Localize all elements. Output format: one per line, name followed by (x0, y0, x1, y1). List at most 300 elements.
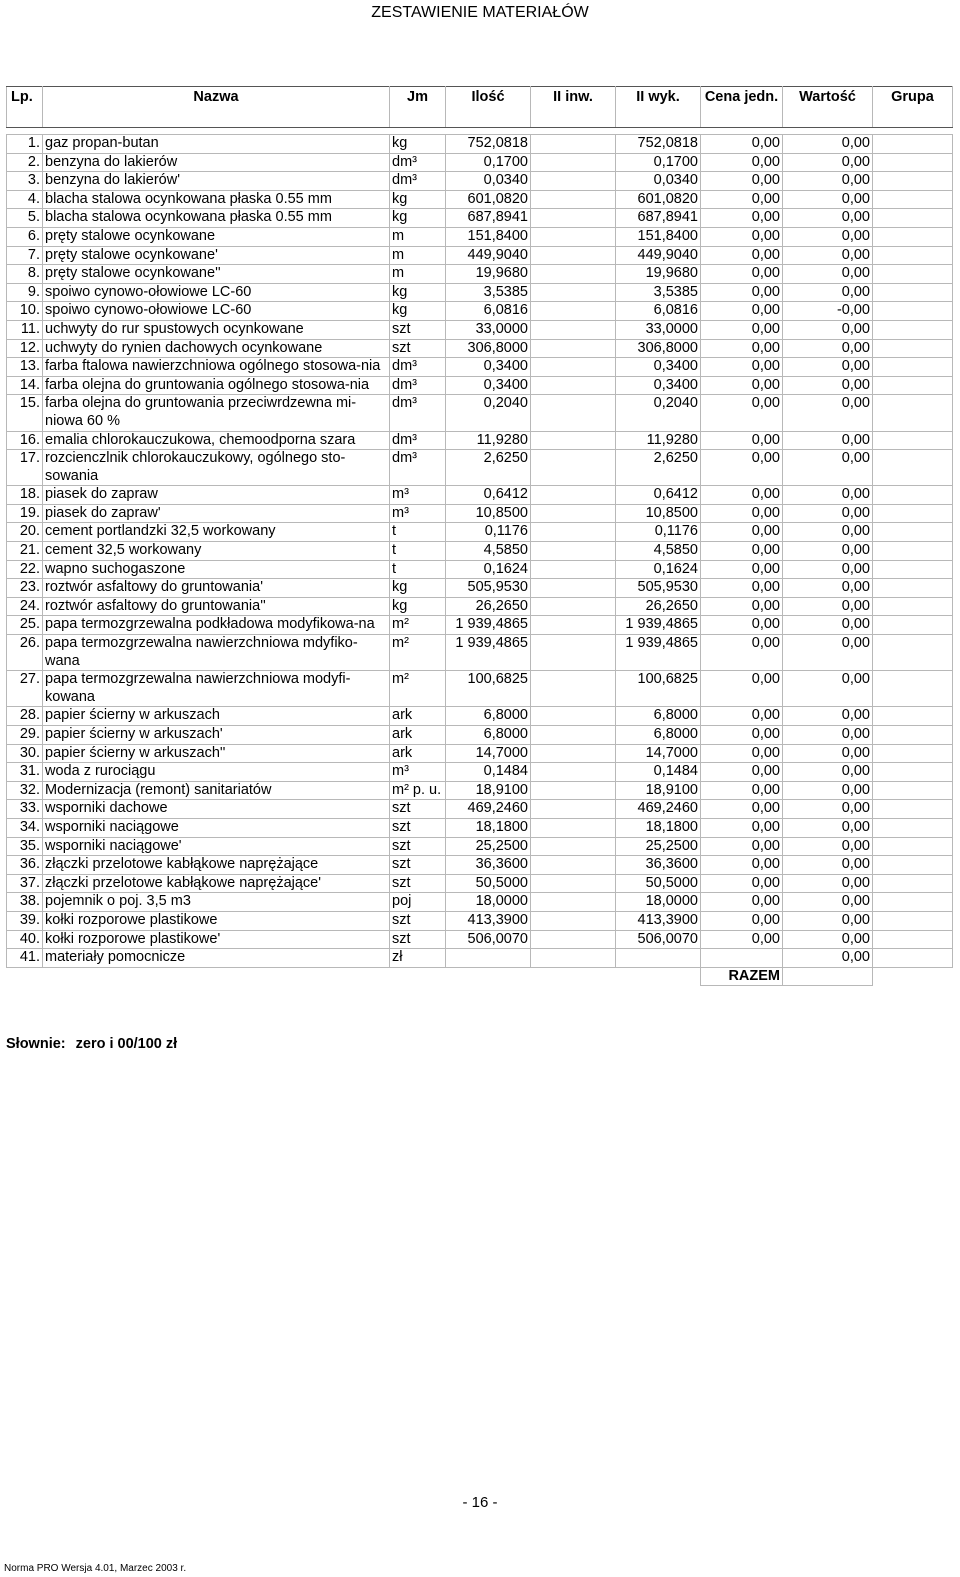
row-jm: m³ (390, 763, 446, 782)
row-lp: 11. (7, 320, 43, 339)
row-nazwa: złączki przelotowe kabłąkowe naprężające' (43, 874, 390, 893)
header-wartosc: Wartość (783, 87, 873, 128)
row-grupa (873, 635, 953, 671)
row-ilosc: 6,8000 (446, 707, 531, 726)
row-nazwa: farba olejna do gruntowania przeciwrdzewna mi-niowa 60 % (43, 395, 390, 431)
row-ii-inw (531, 246, 616, 265)
row-grupa (873, 227, 953, 246)
row-lp: 39. (7, 911, 43, 930)
row-lp: 19. (7, 504, 43, 523)
row-ii-wyk: 306,8000 (616, 339, 701, 358)
row-ii-inw (531, 302, 616, 321)
row-lp: 32. (7, 781, 43, 800)
row-cena: 0,00 (701, 616, 783, 635)
row-grupa (873, 781, 953, 800)
row-nazwa: wapno suchogaszone (43, 560, 390, 579)
row-wartosc: 0,00 (783, 781, 873, 800)
row-cena: 0,00 (701, 302, 783, 321)
row-ilosc: 18,9100 (446, 781, 531, 800)
row-ii-wyk: 18,0000 (616, 893, 701, 912)
row-nazwa: benzyna do lakierów' (43, 172, 390, 191)
row-jm: m (390, 265, 446, 284)
table-row (7, 856, 953, 875)
row-lp: 34. (7, 818, 43, 837)
row-lp: 14. (7, 376, 43, 395)
table-row (7, 893, 953, 912)
row-grupa (873, 579, 953, 598)
row-jm: kg (390, 209, 446, 228)
row-ilosc: 0,1624 (446, 560, 531, 579)
row-ii-wyk: 506,0070 (616, 930, 701, 949)
total-row (7, 967, 953, 986)
row-nazwa: papa termozgrzewalna nawierzchniowa modyfi-kowana (43, 671, 390, 707)
row-lp: 21. (7, 542, 43, 561)
row-grupa (873, 450, 953, 486)
row-nazwa: wsporniki naciągowe' (43, 837, 390, 856)
row-ii-wyk: 2,6250 (616, 450, 701, 486)
row-cena: 0,00 (701, 856, 783, 875)
row-ii-wyk: 505,9530 (616, 579, 701, 598)
row-wartosc: 0,00 (783, 283, 873, 302)
row-wartosc: 0,00 (783, 874, 873, 893)
row-lp: 25. (7, 616, 43, 635)
table-row (7, 358, 953, 377)
row-ii-wyk: 26,2650 (616, 597, 701, 616)
row-wartosc: 0,00 (783, 339, 873, 358)
row-cena: 0,00 (701, 930, 783, 949)
row-cena: 0,00 (701, 579, 783, 598)
row-nazwa: papier ścierny w arkuszach' (43, 726, 390, 745)
document-title: ZESTAWIENIE MATERIAŁÓW (371, 4, 589, 21)
row-grupa (873, 135, 953, 154)
row-ii-wyk: 10,8500 (616, 504, 701, 523)
table-row (7, 616, 953, 635)
row-nazwa: Modernizacja (remont) sanitariatów (43, 781, 390, 800)
table-row (7, 874, 953, 893)
row-wartosc: 0,00 (783, 597, 873, 616)
row-ilosc: 0,1176 (446, 523, 531, 542)
table-row (7, 763, 953, 782)
row-ilosc: 100,6825 (446, 671, 531, 707)
row-ilosc: 1 939,4865 (446, 616, 531, 635)
row-wartosc: 0,00 (783, 542, 873, 561)
row-jm: ark (390, 744, 446, 763)
row-jm: kg (390, 597, 446, 616)
row-jm: szt (390, 818, 446, 837)
row-grupa (873, 209, 953, 228)
row-ii-inw (531, 523, 616, 542)
row-ilosc: 151,8400 (446, 227, 531, 246)
row-grupa (873, 763, 953, 782)
row-ii-wyk: 6,8000 (616, 707, 701, 726)
amount-in-words-value: zero i 00/100 zł (75, 1036, 178, 1052)
row-grupa (873, 246, 953, 265)
row-grupa (873, 560, 953, 579)
row-cena: 0,00 (701, 504, 783, 523)
row-wartosc: 0,00 (783, 172, 873, 191)
row-ilosc: 0,3400 (446, 358, 531, 377)
row-wartosc: 0,00 (783, 376, 873, 395)
table-row (7, 320, 953, 339)
row-jm: szt (390, 339, 446, 358)
header-ii-wyk: II wyk. (616, 87, 701, 128)
row-cena: 0,00 (701, 153, 783, 172)
header-ilosc: Ilość (446, 87, 531, 128)
row-wartosc: 0,00 (783, 395, 873, 431)
table-row (7, 781, 953, 800)
row-ii-inw (531, 671, 616, 707)
row-ii-inw (531, 209, 616, 228)
row-wartosc: 0,00 (783, 486, 873, 505)
row-ilosc: 0,1700 (446, 153, 531, 172)
row-lp: 28. (7, 707, 43, 726)
header-lp: Lp. (7, 87, 43, 128)
row-ii-wyk: 413,3900 (616, 911, 701, 930)
row-ii-wyk: 1 939,4865 (616, 635, 701, 671)
row-ii-wyk: 11,9280 (616, 431, 701, 450)
row-lp: 41. (7, 949, 43, 968)
row-ilosc: 10,8500 (446, 504, 531, 523)
table-row (7, 523, 953, 542)
row-lp: 36. (7, 856, 43, 875)
row-nazwa: pręty stalowe ocynkowane (43, 227, 390, 246)
row-wartosc: 0,00 (783, 818, 873, 837)
row-grupa (873, 283, 953, 302)
row-grupa (873, 339, 953, 358)
table-row (7, 818, 953, 837)
row-cena: 0,00 (701, 874, 783, 893)
row-cena: 0,00 (701, 358, 783, 377)
row-grupa (873, 930, 953, 949)
row-wartosc: 0,00 (783, 320, 873, 339)
row-nazwa: spoiwo cynowo-ołowiowe LC-60 (43, 302, 390, 321)
row-lp: 35. (7, 837, 43, 856)
row-ii-inw (531, 930, 616, 949)
row-ilosc: 36,3600 (446, 856, 531, 875)
row-cena: 0,00 (701, 265, 783, 284)
row-jm: szt (390, 856, 446, 875)
row-lp: 2. (7, 153, 43, 172)
row-nazwa: wsporniki dachowe (43, 800, 390, 819)
row-ii-inw (531, 135, 616, 154)
row-lp: 20. (7, 523, 43, 542)
row-lp: 3. (7, 172, 43, 191)
row-ii-inw (531, 616, 616, 635)
row-cena: 0,00 (701, 190, 783, 209)
row-ii-inw (531, 579, 616, 598)
row-nazwa: emalia chlorokauczukowa, chemoodporna szara (43, 431, 390, 450)
row-jm: t (390, 523, 446, 542)
row-ilosc: 6,0816 (446, 302, 531, 321)
row-cena: 0,00 (701, 376, 783, 395)
row-ii-wyk: 25,2500 (616, 837, 701, 856)
row-grupa (873, 358, 953, 377)
row-nazwa: gaz propan-butan (43, 135, 390, 154)
table-row (7, 560, 953, 579)
row-wartosc: 0,00 (783, 726, 873, 745)
row-jm: szt (390, 320, 446, 339)
row-ilosc: 25,2500 (446, 837, 531, 856)
table-row (7, 339, 953, 358)
row-nazwa: roztwór asfaltowy do gruntowania' (43, 579, 390, 598)
row-lp: 23. (7, 579, 43, 598)
row-ilosc: 0,0340 (446, 172, 531, 191)
header-ii-inw: II inw. (531, 87, 616, 128)
row-jm: m³ (390, 486, 446, 505)
row-ii-wyk: 0,3400 (616, 358, 701, 377)
row-ilosc: 413,3900 (446, 911, 531, 930)
row-ii-inw (531, 358, 616, 377)
row-nazwa: rozcienczlnik chlorokauczukowy, ogólnego sto-sowania (43, 450, 390, 486)
row-cena: 0,00 (701, 283, 783, 302)
header-jm: Jm (390, 87, 446, 128)
row-nazwa: cement portlandzki 32,5 workowany (43, 523, 390, 542)
row-ilosc: 505,9530 (446, 579, 531, 598)
row-lp: 16. (7, 431, 43, 450)
table-row (7, 153, 953, 172)
row-ii-wyk: 4,5850 (616, 542, 701, 561)
row-ilosc: 18,1800 (446, 818, 531, 837)
row-wartosc: 0,00 (783, 616, 873, 635)
row-jm: dm³ (390, 431, 446, 450)
row-jm: poj (390, 893, 446, 912)
row-grupa (873, 616, 953, 635)
table-row (7, 597, 953, 616)
row-ii-inw (531, 837, 616, 856)
row-ii-wyk: 6,0816 (616, 302, 701, 321)
row-cena: 0,00 (701, 172, 783, 191)
row-nazwa: papier ścierny w arkuszach (43, 707, 390, 726)
table-row (7, 283, 953, 302)
row-ii-wyk: 687,8941 (616, 209, 701, 228)
row-ii-wyk: 151,8400 (616, 227, 701, 246)
row-cena: 0,00 (701, 671, 783, 707)
table-row (7, 486, 953, 505)
row-jm: dm³ (390, 376, 446, 395)
row-nazwa: papa termozgrzewalna podkładowa modyfikowa-na (43, 616, 390, 635)
row-grupa (873, 376, 953, 395)
row-grupa (873, 486, 953, 505)
row-wartosc: 0,00 (783, 837, 873, 856)
row-ii-wyk: 3,5385 (616, 283, 701, 302)
row-ii-inw (531, 726, 616, 745)
row-grupa (873, 726, 953, 745)
row-nazwa: farba ftalowa nawierzchniowa ogólnego stosowa-nia (43, 358, 390, 377)
row-ilosc: 0,3400 (446, 376, 531, 395)
table-row (7, 450, 953, 486)
table-row (7, 227, 953, 246)
row-ilosc: 687,8941 (446, 209, 531, 228)
row-ii-inw (531, 635, 616, 671)
row-ilosc: 0,2040 (446, 395, 531, 431)
table-row (7, 190, 953, 209)
row-ii-inw (531, 911, 616, 930)
row-grupa (873, 949, 953, 968)
row-jm: m³ (390, 504, 446, 523)
row-wartosc: 0,00 (783, 671, 873, 707)
row-lp: 37. (7, 874, 43, 893)
row-ilosc: 449,9040 (446, 246, 531, 265)
row-nazwa: roztwór asfaltowy do gruntowania'' (43, 597, 390, 616)
row-ii-wyk: 0,1624 (616, 560, 701, 579)
row-jm: kg (390, 579, 446, 598)
row-cena: 0,00 (701, 635, 783, 671)
row-ii-wyk: 0,6412 (616, 486, 701, 505)
row-ilosc: 752,0818 (446, 135, 531, 154)
row-ii-inw (531, 560, 616, 579)
row-grupa (873, 523, 953, 542)
row-wartosc: 0,00 (783, 763, 873, 782)
row-jm: kg (390, 135, 446, 154)
row-ii-inw (531, 172, 616, 191)
row-jm: kg (390, 283, 446, 302)
row-jm: kg (390, 302, 446, 321)
row-nazwa: piasek do zapraw (43, 486, 390, 505)
table-row (7, 726, 953, 745)
row-jm: szt (390, 800, 446, 819)
row-ilosc: 1 939,4865 (446, 635, 531, 671)
row-wartosc: 0,00 (783, 911, 873, 930)
row-lp: 6. (7, 227, 43, 246)
row-cena: 0,00 (701, 597, 783, 616)
row-ii-wyk: 0,1176 (616, 523, 701, 542)
row-ii-wyk: 469,2460 (616, 800, 701, 819)
row-ii-wyk: 0,1700 (616, 153, 701, 172)
row-ilosc: 26,2650 (446, 597, 531, 616)
row-ii-inw (531, 265, 616, 284)
table-row (7, 911, 953, 930)
row-ii-inw (531, 949, 616, 968)
row-ii-wyk: 14,7000 (616, 744, 701, 763)
row-grupa (873, 671, 953, 707)
row-cena: 0,00 (701, 744, 783, 763)
row-cena: 0,00 (701, 911, 783, 930)
table-row (7, 744, 953, 763)
table-row (7, 172, 953, 191)
row-lp: 10. (7, 302, 43, 321)
row-ii-wyk: 1 939,4865 (616, 616, 701, 635)
header-grupa: Grupa (873, 87, 953, 128)
row-wartosc: 0,00 (783, 358, 873, 377)
row-ii-wyk: 449,9040 (616, 246, 701, 265)
table-row (7, 542, 953, 561)
row-ilosc: 18,0000 (446, 893, 531, 912)
table-header-row (7, 87, 953, 128)
row-cena: 0,00 (701, 135, 783, 154)
row-lp: 1. (7, 135, 43, 154)
row-grupa (873, 800, 953, 819)
row-ilosc: 33,0000 (446, 320, 531, 339)
row-jm: ark (390, 707, 446, 726)
row-ii-wyk: 36,3600 (616, 856, 701, 875)
row-cena: 0,00 (701, 320, 783, 339)
row-jm: kg (390, 190, 446, 209)
row-ii-inw (531, 395, 616, 431)
row-cena (701, 949, 783, 968)
table-row (7, 376, 953, 395)
row-wartosc: 0,00 (783, 579, 873, 598)
row-lp: 17. (7, 450, 43, 486)
row-wartosc: 0,00 (783, 190, 873, 209)
row-lp: 31. (7, 763, 43, 782)
row-jm: szt (390, 930, 446, 949)
row-ii-wyk: 0,1484 (616, 763, 701, 782)
row-grupa (873, 504, 953, 523)
table-row (7, 246, 953, 265)
row-ii-wyk: 601,0820 (616, 190, 701, 209)
row-wartosc: 0,00 (783, 856, 873, 875)
header-nazwa: Nazwa (43, 87, 390, 128)
row-wartosc: 0,00 (783, 153, 873, 172)
row-ilosc: 0,1484 (446, 763, 531, 782)
table-row (7, 504, 953, 523)
row-ii-inw (531, 339, 616, 358)
row-ii-wyk: 18,9100 (616, 781, 701, 800)
row-cena: 0,00 (701, 227, 783, 246)
table-row (7, 949, 953, 968)
total-label: RAZEM (701, 967, 783, 986)
table-row (7, 707, 953, 726)
table-row (7, 135, 953, 154)
row-ii-wyk: 33,0000 (616, 320, 701, 339)
row-nazwa: wsporniki naciągowe (43, 818, 390, 837)
row-cena: 0,00 (701, 339, 783, 358)
row-lp: 4. (7, 190, 43, 209)
row-nazwa: kołki rozporowe plastikowe (43, 911, 390, 930)
page-number: - 16 - (462, 1494, 498, 1511)
row-grupa (873, 597, 953, 616)
row-wartosc: 0,00 (783, 949, 873, 968)
row-ii-wyk: 6,8000 (616, 726, 701, 745)
table-row (7, 395, 953, 431)
row-cena: 0,00 (701, 893, 783, 912)
row-cena: 0,00 (701, 707, 783, 726)
row-ii-inw (531, 763, 616, 782)
row-ilosc: 2,6250 (446, 450, 531, 486)
amount-in-words-label: Słownie: (6, 1036, 66, 1052)
row-lp: 33. (7, 800, 43, 819)
row-ii-wyk: 0,2040 (616, 395, 701, 431)
row-cena: 0,00 (701, 450, 783, 486)
row-cena: 0,00 (701, 486, 783, 505)
row-jm: m² (390, 616, 446, 635)
row-nazwa: cement 32,5 workowany (43, 542, 390, 561)
row-grupa (873, 911, 953, 930)
row-lp: 30. (7, 744, 43, 763)
row-grupa (873, 707, 953, 726)
row-grupa (873, 431, 953, 450)
row-ii-inw (531, 376, 616, 395)
row-nazwa: spoiwo cynowo-ołowiowe LC-60 (43, 283, 390, 302)
row-ilosc (446, 949, 531, 968)
row-nazwa: uchwyty do rynien dachowych ocynkowane (43, 339, 390, 358)
row-wartosc: 0,00 (783, 523, 873, 542)
row-nazwa: uchwyty do rur spustowych ocynkowane (43, 320, 390, 339)
header-cena: Cena jedn. (701, 87, 783, 128)
row-cena: 0,00 (701, 818, 783, 837)
row-lp: 5. (7, 209, 43, 228)
row-lp: 40. (7, 930, 43, 949)
row-cena: 0,00 (701, 800, 783, 819)
table-row (7, 302, 953, 321)
row-nazwa: materiały pomocnicze (43, 949, 390, 968)
row-wartosc: 0,00 (783, 265, 873, 284)
row-lp: 13. (7, 358, 43, 377)
table-row (7, 800, 953, 819)
row-lp: 12. (7, 339, 43, 358)
row-lp: 38. (7, 893, 43, 912)
row-lp: 26. (7, 635, 43, 671)
